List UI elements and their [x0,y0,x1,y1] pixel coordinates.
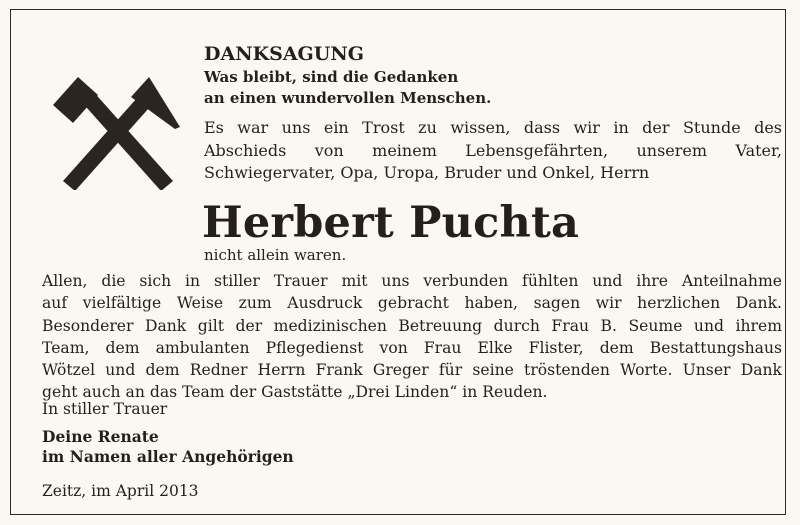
intro-line: Abschieds von meinem Lebensgefährten, unserem Vater, [204,140,782,160]
quote-line-1: Was bleibt, sind die Gedanken [204,68,459,86]
thanks-paragraph [42,270,782,404]
obituary-notice [10,9,786,515]
notice-heading: DANKSAGUNG [204,43,364,65]
thanks-line: Wötzel und dem Redner Herrn Frank Greger für seine tröstenden Worte. Unser Dank [42,361,782,380]
deceased-name: Herbert Puchta [202,198,580,248]
signature-line-2: im Namen aller Angehörigen [42,447,294,466]
intro-paragraph [204,117,782,185]
intro-line: Es war uns ein Trost zu wissen, dass wir in der Stunde des [204,118,782,137]
thanks-line: Besonderer Dank gilt der medizinischen Betreuung durch Frau B. Seume und ihrem [42,316,782,335]
place-date: Zeitz, im April 2013 [42,482,199,500]
intro-line: Schwiegervater, Opa, Uropa, Bruder und Onkel, Herrn [204,163,650,182]
thanks-line: auf vielfältige Weise zum Ausdruck gebracht haben, sagen wir herzlichen Dank. [42,294,782,313]
crossed-hammer-and-pick-icon [51,75,181,190]
thanks-line: Allen, die sich in stiller Trauer mit uns verbunden fühlten und ihre Anteilnahme [42,272,782,290]
mourning-text: In stiller Trauer [42,400,168,418]
thanks-line: geht auch an das Team der Gaststätte „Drei Linden“ in Reuden. [42,383,548,402]
thanks-line: Team, dem ambulanten Pflegedienst von Frau Elke Flister, dem Bestattungshaus [42,338,782,357]
not-alone-text: nicht allein waren. [204,246,347,264]
quote-line-2: an einen wundervollen Menschen. [204,89,492,107]
signature-line-1: Deine Renate [42,427,159,446]
